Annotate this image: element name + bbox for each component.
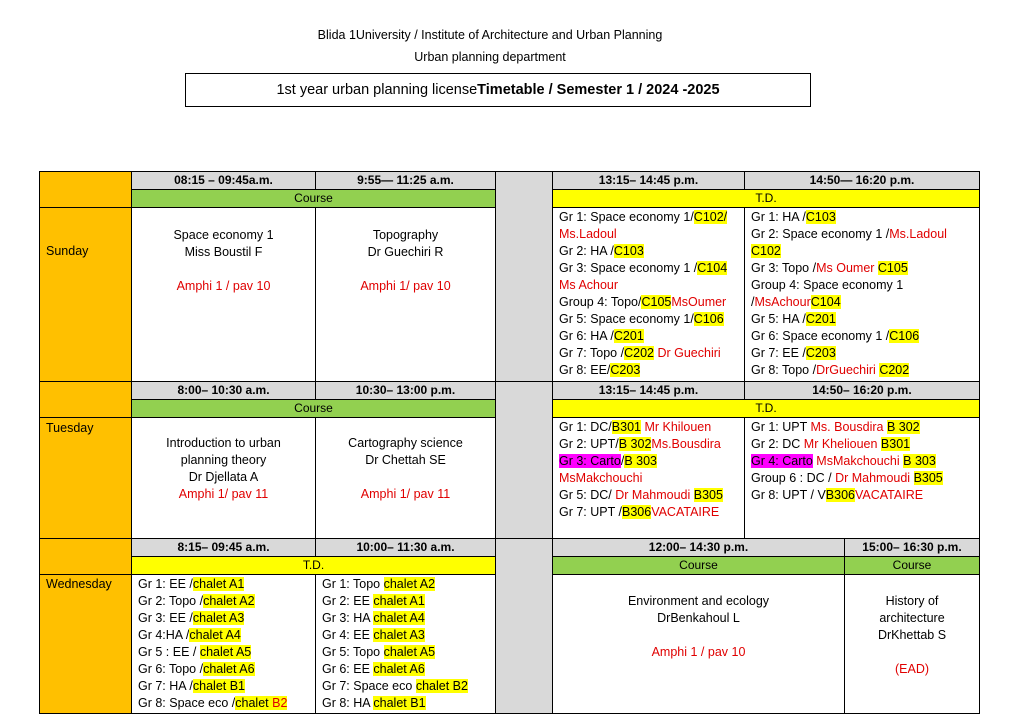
institution-line: Blida 1University / Institute of Architecture and Urban Planning [317,28,663,42]
group-segment: chalet A6 [373,662,425,676]
group-segment: Gr 2: Topo / [138,594,204,608]
group-segment: Gr 8: Space eco / [138,696,236,710]
course-room: Amphi 1 / pav 10 [651,645,746,659]
course-name-line1: Introduction to urban [166,436,281,450]
group-segment: chalet A6 [203,662,255,676]
group-segment: Gr 3: Carto [559,454,621,468]
day-tuesday: Tuesday [39,417,132,539]
group-segment: C102/ [693,210,728,224]
group-line [138,576,315,593]
group-segment: chalet A4 [373,611,425,625]
wednesday-td-groups-2 [315,574,496,714]
group-segment: B2 [272,696,288,710]
group-segment: Gr 5: Topo [322,645,384,659]
group-line [751,226,979,243]
sunday-course-1 [131,207,316,382]
group-line [751,277,979,294]
course-teacher: Miss Boustil F [184,245,263,259]
group-line [559,260,744,277]
group-line [559,362,744,379]
course-room: Amphi 1/ pav 11 [360,487,451,501]
department-line: Urban planning department [414,50,566,64]
group-segment: Gr 7: EE / [751,346,806,360]
group-segment: Gr 8: Topo / [751,363,817,377]
group-line [322,627,495,644]
group-segment: B305 [693,488,723,502]
spacer [132,261,315,278]
group-segment: Gr 5: HA / [751,312,806,326]
group-segment: C203 [610,363,641,377]
group-line [322,695,495,712]
group-segment: C102 [751,244,781,258]
group-line [559,277,744,294]
course-name-line2: planning theory [180,453,267,467]
group-segment: C202 [879,363,910,377]
group-segment: chalet A3 [373,628,425,642]
group-line [322,610,495,627]
group-line [751,487,979,504]
tuesday-course-1 [131,417,316,539]
group-segment: Gr 8: HA [322,696,374,710]
group-segment: Gr 6: EE [322,662,374,676]
tuesday-time-slot-4: 14:50– 16:20 p.m. [744,381,980,400]
group-line [322,644,495,661]
group-line [559,209,744,226]
group-segment: C201 [613,329,644,343]
group-line [751,436,979,453]
group-segment: VACATAIRE [855,488,924,502]
group-segment: B301 [880,437,911,451]
group-segment: chalet B2 [415,679,468,693]
group-segment: Group 4: Topo/ [559,295,642,309]
course-teacher: Dr Chettah SE [365,453,446,467]
group-segment: Gr 2: DC [751,437,804,451]
wednesday-td-label: T.D. [131,556,496,575]
group-segment: Gr 2: UPT/ [559,437,619,451]
group-segment: B306 [621,505,652,519]
group-segment: Gr 1: EE / [138,577,193,591]
title-bold: Timetable / Semester 1 / 2024 -2025 [477,82,720,98]
group-segment: Group 4: Space economy 1 [751,278,904,292]
group-segment: Mr Kheliouen [803,437,881,451]
sunday-td-label: T.D. [552,189,980,208]
group-segment: C106 [889,329,920,343]
group-segment: Gr 8: UPT / V [751,488,826,502]
group-line [751,470,979,487]
sunday-course-2 [315,207,496,382]
group-segment: Gr 3: EE / [138,611,193,625]
group-segment: Gr 1: HA / [751,210,806,224]
group-segment: Gr 3: Space economy 1 / [559,261,698,275]
group-segment: Ms. Bousdira [810,420,887,434]
group-line [751,345,979,362]
group-segment: B301 [611,420,641,434]
group-line [751,453,979,470]
group-line [138,695,315,712]
title-normal: 1st year urban planning license [276,82,478,98]
group-segment: MsMakchouchi [812,454,904,468]
tuesday-course-label: Course [131,399,496,418]
group-segment: Gr 5 : EE / [138,645,200,659]
wednesday-course-label: Course [552,556,845,575]
group-segment: B 302 [618,437,652,451]
group-line [559,311,744,328]
group-segment: Ms Oumer [816,261,878,275]
group-segment: C201 [805,312,836,326]
group-segment: Gr 5: Space economy 1/ [559,312,694,326]
group-segment: chalet A2 [203,594,255,608]
group-segment: B305 [913,471,943,485]
wednesday-td-groups-1 [131,574,316,714]
course-name: Topography [372,228,439,242]
course-teacher: Dr Guechiri R [367,245,444,259]
spacer [845,644,979,661]
group-segment: C203 [805,346,836,360]
group-line [751,243,979,260]
group-segment: C104 [810,295,841,309]
group-segment: C105 [641,295,672,309]
group-line [138,678,315,695]
group-segment: Dr Mahmoudi [615,488,694,502]
group-segment: Gr 7: Topo / [559,346,625,360]
tuesday-time-slot-2: 10:30– 13:00 p.m. [315,381,496,400]
group-segment: B306 [825,488,855,502]
group-segment: Gr 7: Space eco [322,679,416,693]
group-segment: chalet A3 [192,611,245,625]
group-segment: Gr 2: EE [322,594,374,608]
tuesday-header-spacer [39,381,132,418]
wednesday-course-3 [552,574,845,714]
course-name: Space economy 1 [173,228,274,242]
group-line [138,644,315,661]
group-segment: Gr 4:HA / [138,628,190,642]
group-segment: chalet B1 [192,679,246,693]
tuesday-time-slot-3: 13:15– 14:45 p.m. [552,381,745,400]
group-segment: Gr 2: Space economy 1 / [751,227,890,241]
sunday-td-groups-left [552,207,745,382]
group-segment: chalet A1 [192,577,245,591]
group-segment: chalet A2 [383,577,436,591]
tuesday-break-column [495,381,553,539]
group-line [559,345,744,362]
group-segment: MsAchour [754,295,811,309]
group-segment: Gr 7: UPT / [559,505,622,519]
wednesday-course-4 [844,574,980,714]
group-segment: Gr 6: HA / [559,329,614,343]
sunday-time-slot-2: 9:55— 11:25 a.m. [315,171,496,190]
group-line [559,453,744,470]
group-segment: VACATAIRE [651,505,720,519]
group-segment: C103 [613,244,644,258]
group-segment: Gr 1: DC/ [559,420,612,434]
group-segment: Ms Achour [559,278,619,292]
course-mode: (EAD) [894,662,930,676]
wednesday-time-slot-3: 12:00– 14:30 p.m. [552,538,845,557]
course-name: Environment and ecology [627,594,770,608]
group-segment: Dr Mahmoudi [835,471,914,485]
course-room: Amphi 1/ pav 11 [178,487,269,501]
group-segment: Ms.Bousdira [651,437,721,451]
group-segment: Gr 1: Space economy 1/ [559,210,694,224]
group-segment: chalet [235,696,273,710]
group-segment: Gr 3: Topo / [751,261,817,275]
spacer [316,469,495,486]
group-segment: C104 [697,261,728,275]
group-segment: Gr 6: Topo / [138,662,204,676]
group-segment: chalet A5 [199,645,252,659]
day-wednesday: Wednesday [39,574,132,714]
group-line [138,610,315,627]
tuesday-td-groups-left [552,417,745,539]
course-teacher: Dr Djellata A [188,470,259,484]
group-segment: Ms.Ladoul [559,227,617,241]
tuesday-course-2 [315,417,496,539]
wednesday-time-slot-2: 10:00– 11:30 a.m. [315,538,496,557]
course-name-line1: History of [885,594,939,608]
group-segment: B 303 [624,454,657,468]
spacer [553,627,844,644]
group-segment: Dr Guechiri [653,346,721,360]
group-segment: Gr 4: Carto [751,454,813,468]
group-line [559,328,744,345]
group-line [751,260,979,277]
group-segment: B 303 [903,454,936,468]
group-segment: MsMakchouchi [559,471,643,485]
course-teacher: DrBenkahoul L [657,611,740,625]
group-line [559,226,744,243]
group-line [322,576,495,593]
group-segment: chalet A1 [373,594,425,608]
group-segment: C103 [805,210,836,224]
group-line [559,504,744,521]
sunday-time-slot-4: 14:50— 16:20 p.m. [744,171,980,190]
sunday-break-column [495,171,553,382]
group-segment: Gr 6: Space economy 1 / [751,329,890,343]
course-room: Amphi 1 / pav 10 [176,279,271,293]
group-segment: Mr Khilouen [641,420,712,434]
wednesday-time-slot-4: 15:00– 16:30 p.m. [844,538,980,557]
group-segment: Gr 4: EE [322,628,374,642]
group-line [138,661,315,678]
tuesday-time-slot-1: 8:00– 10:30 a.m. [131,381,316,400]
group-segment: Gr 1: Topo [322,577,384,591]
group-line [559,470,744,487]
group-segment: Gr 2: HA / [559,244,614,258]
timetable-title [185,73,811,107]
sunday-course-label: Course [131,189,496,208]
corner-cell [39,171,132,208]
tuesday-td-label: T.D. [552,399,980,418]
group-line [138,627,315,644]
course-room: Amphi 1/ pav 10 [360,279,451,293]
course-teacher: DrKhettab S [877,628,947,642]
group-segment: Group 6 : DC / [751,471,836,485]
group-line [322,593,495,610]
group-line [559,487,744,504]
wednesday-time-slot-1: 8:15– 09:45 a.m. [131,538,316,557]
tuesday-td-groups-right [744,417,980,539]
group-segment: C105 [877,261,908,275]
sunday-td-groups-right [744,207,980,382]
group-segment: / [620,454,625,468]
course-name-line2: architecture [879,611,945,625]
group-line [559,294,744,311]
group-segment: Gr 3: HA [322,611,374,625]
group-segment: chalet B1 [373,696,426,710]
group-segment: DrGuechiri [816,363,880,377]
group-segment: B 302 [886,420,920,434]
day-sunday: Sunday [39,207,132,382]
group-segment: C202 [624,346,654,360]
group-segment: C106 [693,312,724,326]
group-segment: Gr 1: UPT [751,420,811,434]
group-line [322,661,495,678]
course-name: Cartography science [348,436,463,450]
group-line [751,419,979,436]
group-line [751,328,979,345]
spacer [316,261,495,278]
group-segment: Gr 7: HA / [138,679,193,693]
group-line [559,436,744,453]
group-segment: chalet A4 [189,628,241,642]
group-segment: chalet A5 [383,645,436,659]
group-line [559,243,744,260]
wednesday-break-column [495,538,553,714]
group-segment: Ms.Ladoul [889,227,947,241]
group-line [559,419,744,436]
group-line [751,294,979,311]
sunday-time-slot-3: 13:15– 14:45 p.m. [552,171,745,190]
group-line [751,311,979,328]
group-segment: MsOumer [671,295,727,309]
group-line [138,593,315,610]
group-line [322,678,495,695]
sunday-time-slot-1: 08:15 – 09:45a.m. [131,171,316,190]
group-segment: Gr 8: EE/ [559,363,611,377]
group-segment: Gr 5: DC/ [559,488,616,502]
group-line [751,209,979,226]
group-segment: / [751,295,755,309]
wednesday-course-label-2: Course [844,556,980,575]
wednesday-header-spacer [39,538,132,575]
group-line [751,362,979,379]
